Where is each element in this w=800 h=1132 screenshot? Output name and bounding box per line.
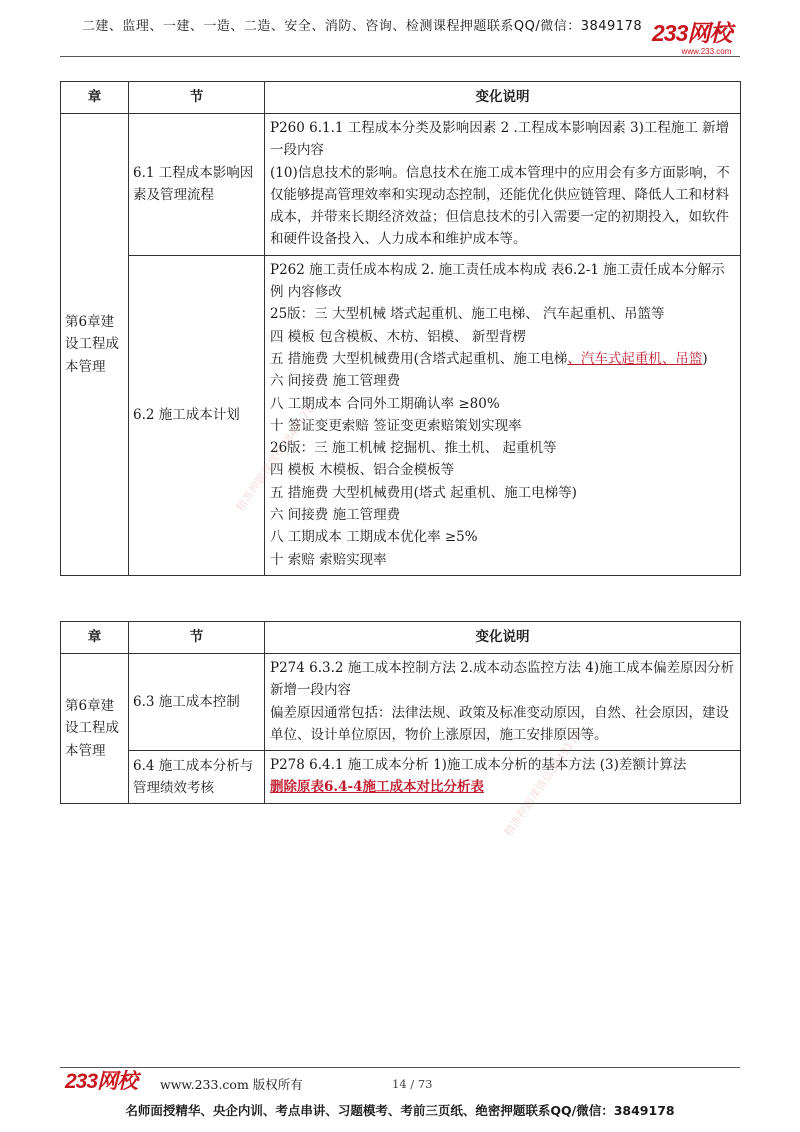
- desc-line: 26版：三 施工机械 挖掘机、推土机、 起重机等: [270, 440, 557, 457]
- footer-logo: 233网校: [65, 1070, 138, 1093]
- desc-line: 四 模板 木模板、铝合金模板等: [270, 462, 455, 479]
- col-header-desc: 变化说明: [265, 82, 741, 114]
- desc-line: (10)信息技术的影响。信息技术在施工成本管理中的应用会有多方面影响，不仅能够提高管理效率和实现动态控制，还能优化供应链管理、降低人工和材料成本，并带来长期经济效益；但信息技术的引入需要一定的初期投入，如软件和硬件设备投入、人力成本和维护成本等。: [270, 164, 730, 248]
- table-row: [61, 114, 741, 256]
- desc-cell: [265, 114, 741, 256]
- brand-logo-sub: www.233.com: [681, 47, 732, 56]
- col-header-chapter: 章: [61, 622, 129, 654]
- col-header-desc: 变化说明: [265, 622, 741, 654]
- header-rule: [60, 56, 740, 57]
- table-row: [61, 751, 741, 804]
- desc-cell: [265, 751, 741, 804]
- section-cell: 6.2 施工成本计划: [129, 255, 265, 575]
- desc-text: 五 措施费 大型机械费用(含塔式起重机、施工电梯: [270, 350, 568, 367]
- table-row: [61, 654, 741, 751]
- desc-line: 十 签证变更索赔 签证变更索赔策划实现率: [270, 417, 522, 434]
- brand-logo-text: 233网校: [652, 20, 732, 46]
- desc-line: 八 工期成本 工期成本优化率 ≥5%: [270, 529, 478, 546]
- desc-line: 六 间接费 施工管理费: [270, 373, 401, 390]
- desc-text: ): [702, 350, 708, 367]
- changed-text: 、汽车式起重机、吊篮: [567, 350, 703, 367]
- table-row: [61, 255, 741, 575]
- table-header-row: [61, 622, 741, 654]
- desc-line: 十 索赔 索赔实现率: [270, 551, 387, 568]
- desc-line: 25版：三 大型机械 塔式起重机、施工电梯、 汽车起重机、吊篮等: [270, 306, 665, 323]
- desc-line: 四 模板 包含模板、木枋、铝模、 新型背楞: [270, 328, 526, 345]
- col-header-chapter: 章: [61, 82, 129, 114]
- desc-line: [270, 348, 735, 370]
- change-table-1: [60, 81, 741, 576]
- chapter-cell: 第6章建设工程成本管理: [61, 114, 129, 576]
- watermark: 精准押题课微信3849178: [233, 402, 317, 514]
- header-text: 二建、监理、一建、一造、二造、安全、消防、咨询、检测课程押题联系QQ/微信：3849178: [81, 19, 643, 34]
- desc-line: 偏差原因通常包括：法律法规、政策及标准变动原因，自然、社会原因，建设单位、设计单位原因，物价上涨原因，施工安排原因等。: [270, 704, 729, 743]
- watermark: 精准押题课微信3849178: [501, 727, 585, 839]
- col-header-section: 节: [129, 82, 265, 114]
- desc-line: 五 措施费 大型机械费用(塔式 起重机、施工电梯等): [270, 484, 577, 501]
- page-number: 14 / 73: [392, 1077, 433, 1091]
- desc-cell: [265, 255, 741, 575]
- desc-line: P260 6.1.1 工程成本分类及影响因素 2 .工程成本影响因素 3)工程施工 新增一段内容: [270, 120, 730, 159]
- section-cell: 6.4 施工成本分析与管理绩效考核: [129, 751, 265, 804]
- table-header-row: [61, 82, 741, 114]
- desc-line: 八 工期成本 合同外工期确认率 ≥80%: [270, 395, 500, 412]
- deleted-note: 删除原表6.4-4施工成本对比分析表: [270, 779, 484, 796]
- section-cell: 6.3 施工成本控制: [129, 654, 265, 751]
- col-header-section: 节: [129, 622, 265, 654]
- desc-line: P278 6.4.1 施工成本分析 1)施工成本分析的基本方法 (3)差额计算法: [270, 757, 687, 774]
- footer-site: www.233.com 版权所有: [160, 1077, 303, 1092]
- desc-line: P274 6.3.2 施工成本控制方法 2.成本动态监控方法 4)施工成本偏差原因分析 新增一段内容: [270, 660, 735, 699]
- change-table-2: [60, 621, 741, 804]
- desc-line: 六 间接费 施工管理费: [270, 507, 401, 524]
- section-cell: 6.1 工程成本影响因素及管理流程: [129, 114, 265, 256]
- footer-rule: [60, 1067, 740, 1068]
- chapter-cell: 第6章建设工程成本管理: [61, 654, 129, 804]
- desc-line: P262 施工责任成本构成 2. 施工责任成本构成 表6.2-1 施工责任成本分解示例 内容修改: [270, 261, 725, 301]
- footer-text: 名师面授精华、央企内训、考点串讲、习题模考、考前三页纸、绝密押题联系QQ/微信：3849178: [125, 1103, 675, 1118]
- desc-cell: [265, 654, 741, 751]
